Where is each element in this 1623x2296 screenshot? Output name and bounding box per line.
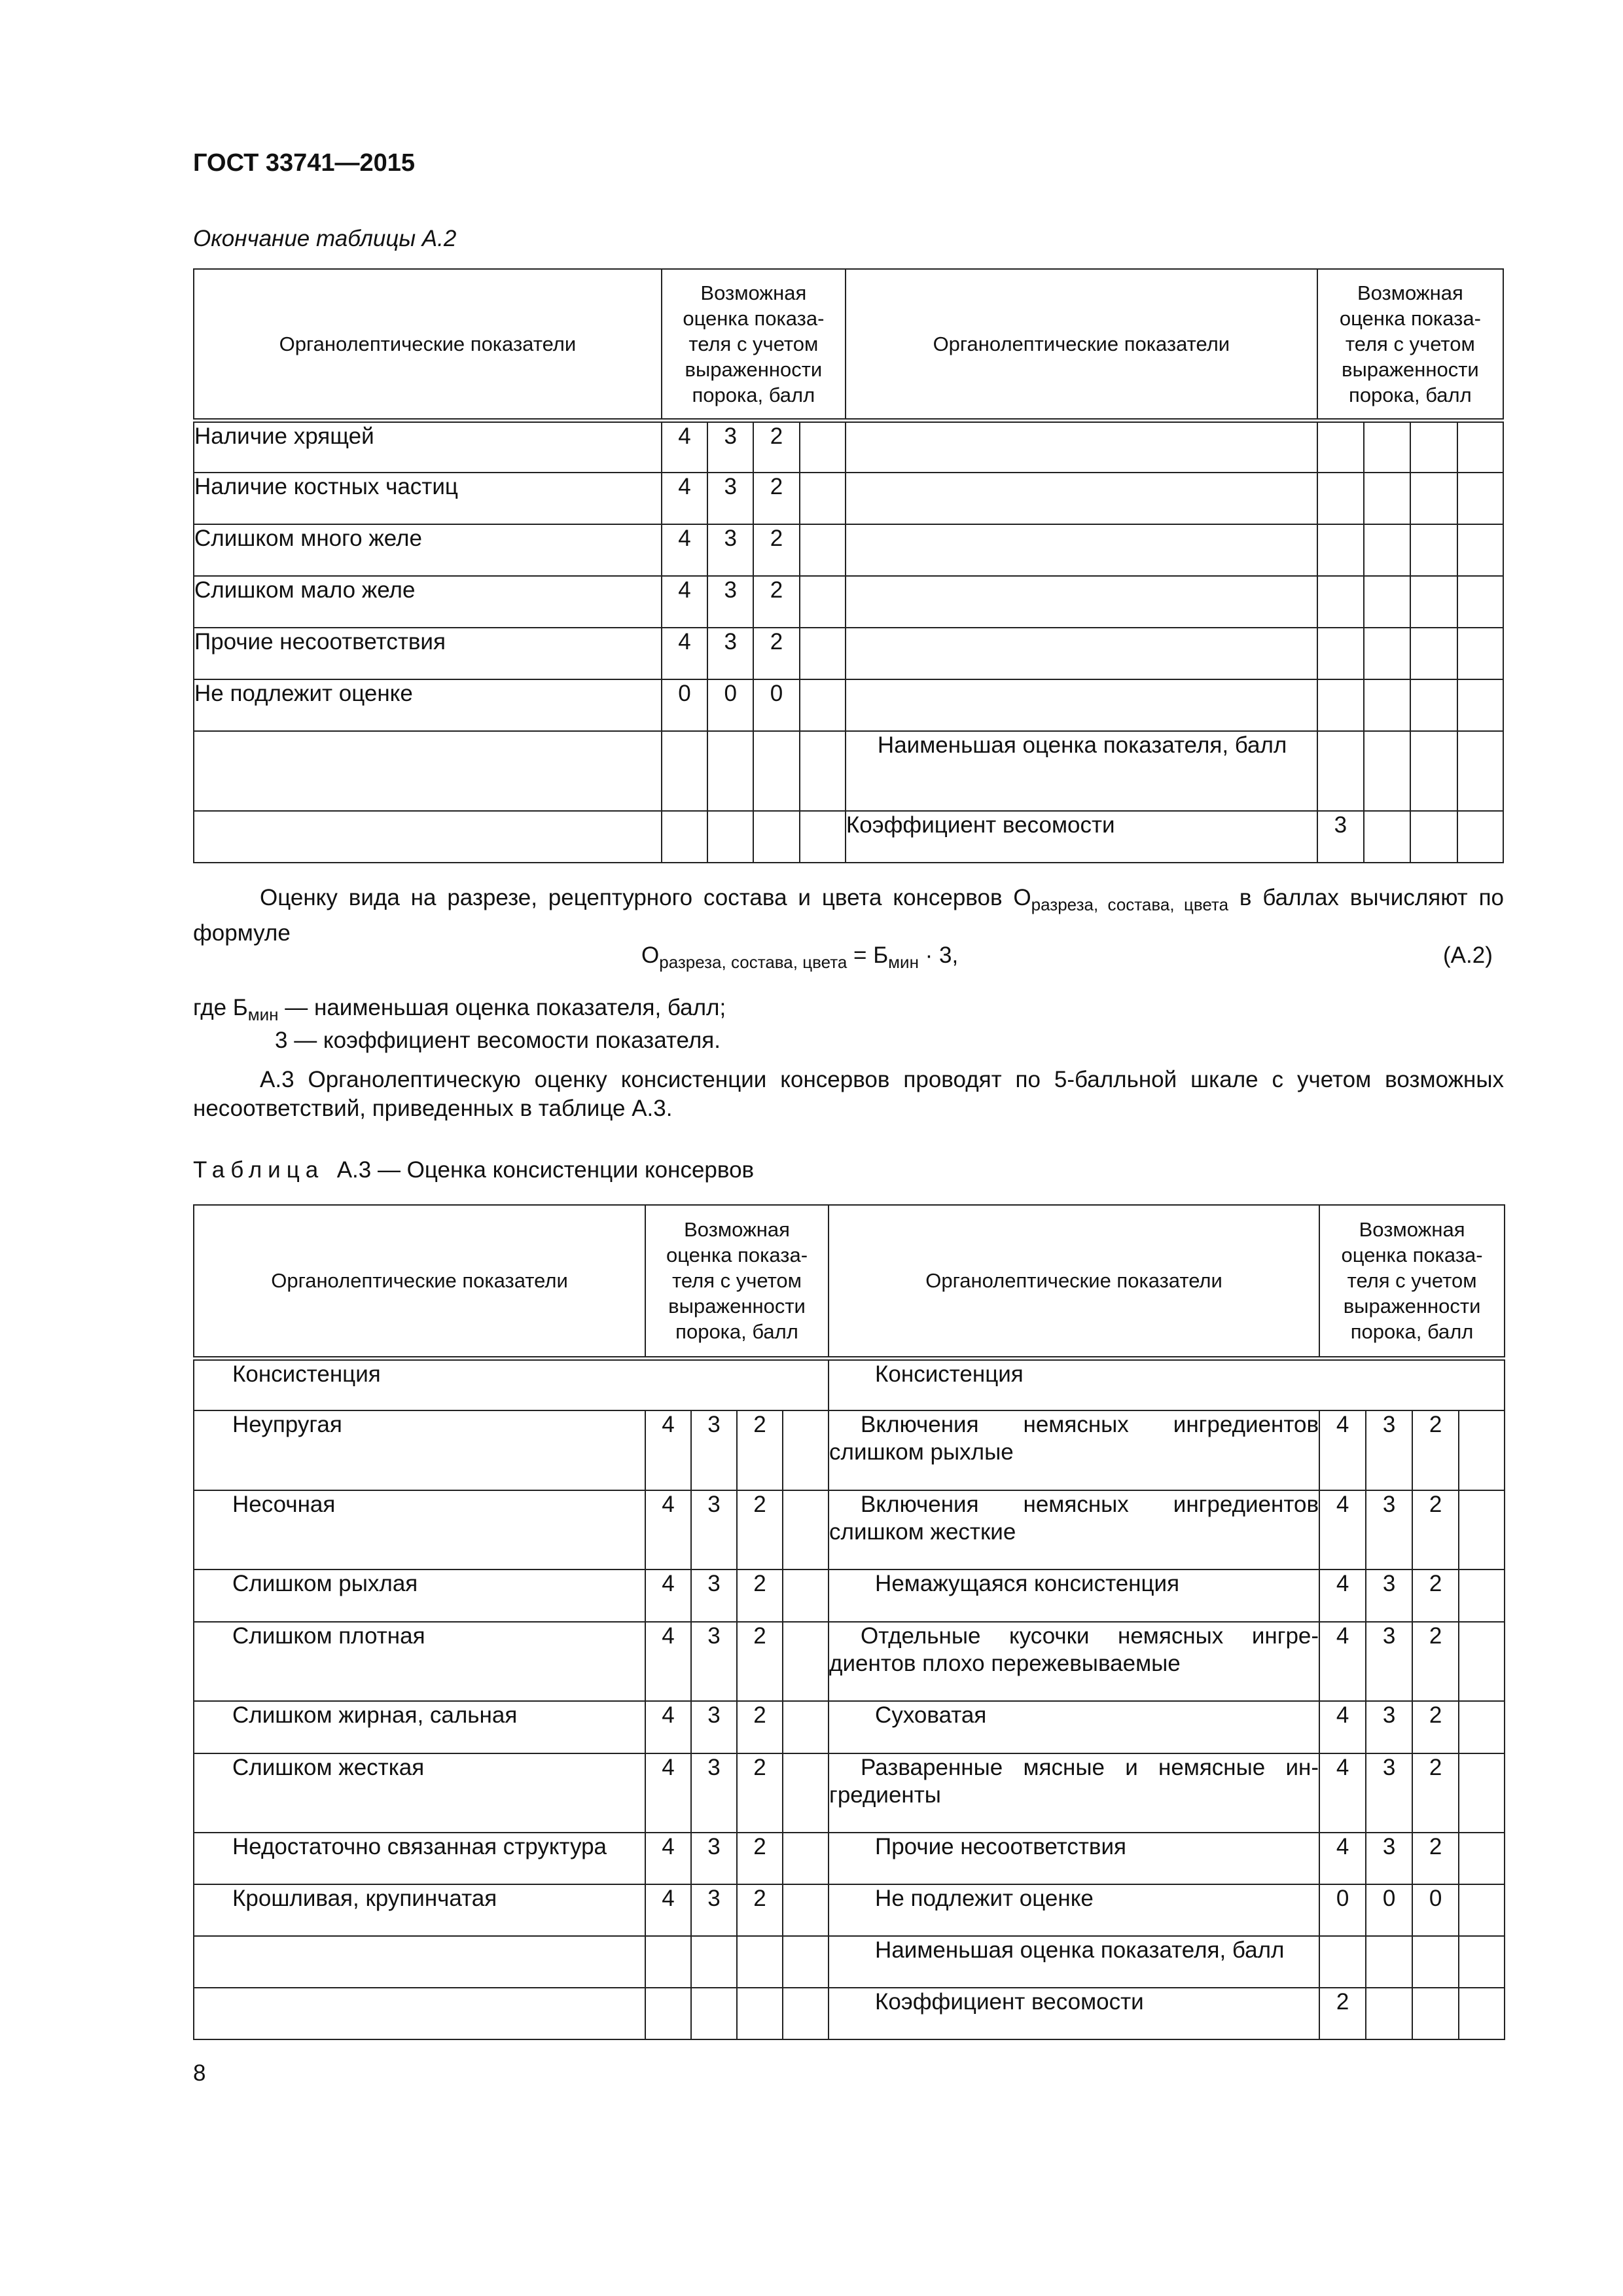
- empty-cell: [194, 1936, 645, 1988]
- score-cell: 4: [662, 524, 707, 576]
- empty-cell: [1366, 1988, 1412, 2039]
- page-number: 8: [193, 2060, 206, 2086]
- empty-cell: [846, 473, 1317, 524]
- empty-cell: [1457, 576, 1503, 628]
- score-cell: 2: [753, 628, 799, 679]
- score-cell: 4: [645, 1410, 691, 1490]
- table-row: [194, 679, 1503, 731]
- indicator-label: Включения немясных ингредиентов слишком жесткие: [829, 1490, 1319, 1570]
- score-cell: 4: [1319, 1410, 1366, 1490]
- header-score-left: Возможная оценка показа- теля с учетом выраженности порока, балл: [645, 1205, 829, 1358]
- score-cell: 4: [645, 1884, 691, 1936]
- empty-cell: [1364, 473, 1410, 524]
- empty-cell: [1410, 420, 1457, 473]
- empty-cell: [1459, 1490, 1505, 1570]
- empty-cell: [707, 731, 753, 811]
- score-cell: 4: [1319, 1570, 1366, 1622]
- score-cell: 2: [737, 1701, 783, 1753]
- empty-cell: [783, 1936, 829, 1988]
- score-cell: 3: [691, 1622, 737, 1701]
- weight-label: Коэффициент весомости: [829, 1988, 1319, 2039]
- empty-cell: [737, 1936, 783, 1988]
- score-cell: 3: [691, 1833, 737, 1884]
- empty-cell: [753, 811, 799, 863]
- score-cell: 3: [707, 524, 753, 576]
- empty-cell: [1364, 731, 1410, 811]
- table-row: [194, 1622, 1505, 1701]
- score-cell: 3: [691, 1570, 737, 1622]
- empty-cell: [194, 1988, 645, 2039]
- score-cell: 2: [1412, 1410, 1459, 1490]
- empty-cell: [1410, 731, 1457, 811]
- indicator-label: Суховатая: [829, 1701, 1319, 1753]
- empty-cell: [1364, 679, 1410, 731]
- empty-cell: [1457, 420, 1503, 473]
- empty-cell: [783, 1622, 829, 1701]
- empty-cell: [662, 811, 707, 863]
- empty-cell: [783, 1988, 829, 2039]
- header-indicator-left: Органолептические показатели: [194, 1205, 645, 1358]
- empty-cell: [1364, 628, 1410, 679]
- empty-cell: [1317, 420, 1364, 473]
- indicator-label: Не подлежит оценке: [194, 679, 662, 731]
- score-cell: 3: [1366, 1570, 1412, 1622]
- table-row: [194, 473, 1503, 524]
- document-code: ГОСТ 33741—2015: [193, 149, 416, 177]
- empty-cell: [1410, 628, 1457, 679]
- score-cell: 3: [691, 1884, 737, 1936]
- empty-cell: [1410, 679, 1457, 731]
- empty-cell: [1366, 1936, 1412, 1988]
- score-cell: 4: [662, 420, 707, 473]
- header-score-left: Возможная оценка показа- теля с учетом выраженности порока, балл: [662, 269, 846, 420]
- indicator-label: Отдельные кусочки немясных ингре-диентов плохо пережевываемые: [829, 1622, 1319, 1701]
- section-label-left: Консистенция: [194, 1358, 829, 1410]
- empty-cell: [846, 628, 1317, 679]
- indicator-label: Включения немясных ингредиентов слишком рыхлые: [829, 1410, 1319, 1490]
- table-row: [194, 1570, 1505, 1622]
- indicator-label: Недостаточно связанная структура: [194, 1833, 645, 1884]
- indicator-label: Наличие костных частиц: [194, 473, 662, 524]
- table-row: [194, 420, 1503, 473]
- header-score-right: Возможная оценка показа- теля с учетом выраженности порока, балл: [1319, 1205, 1505, 1358]
- empty-cell: [645, 1988, 691, 2039]
- score-cell: 3: [1366, 1490, 1412, 1570]
- weight-label: Коэффициент весомости: [846, 811, 1317, 863]
- score-cell: 3: [1366, 1622, 1412, 1701]
- coefficient-line: 3 — коэффициент весомости показателя.: [275, 1028, 721, 1053]
- score-cell: 0: [753, 679, 799, 731]
- score-cell: 4: [1319, 1490, 1366, 1570]
- empty-cell: [691, 1988, 737, 2039]
- empty-cell: [753, 731, 799, 811]
- table-a3-caption: Таблица А.3 — Оценка консистенции консервов: [193, 1157, 755, 1183]
- score-cell: 4: [645, 1570, 691, 1622]
- score-cell: 4: [1319, 1622, 1366, 1701]
- empty-cell: [1457, 473, 1503, 524]
- score-cell: 4: [645, 1701, 691, 1753]
- score-cell: 3: [691, 1753, 737, 1833]
- empty-cell: [1412, 1936, 1459, 1988]
- empty-cell: [846, 679, 1317, 731]
- score-cell: 4: [1319, 1753, 1366, 1833]
- empty-cell: [1457, 811, 1503, 863]
- empty-cell: [1457, 731, 1503, 811]
- empty-cell: [1364, 811, 1410, 863]
- score-cell: 4: [645, 1833, 691, 1884]
- empty-cell: [1459, 1936, 1505, 1988]
- table-row: [194, 811, 1503, 863]
- score-cell: 2: [1412, 1490, 1459, 1570]
- score-cell: 2: [1412, 1622, 1459, 1701]
- table-row: [194, 1410, 1505, 1490]
- empty-cell: [783, 1833, 829, 1884]
- indicator-label: Прочие несоответствия: [194, 628, 662, 679]
- empty-cell: [846, 524, 1317, 576]
- empty-cell: [1459, 1753, 1505, 1833]
- table-row: [194, 628, 1503, 679]
- empty-cell: [800, 679, 846, 731]
- empty-cell: [1317, 473, 1364, 524]
- score-cell: 0: [662, 679, 707, 731]
- indicator-label: Слишком жесткая: [194, 1753, 645, 1833]
- empty-cell: [846, 420, 1317, 473]
- empty-cell: [1319, 1936, 1366, 1988]
- score-cell: 2: [737, 1410, 783, 1490]
- indicator-label: Разваренные мясные и немясные ин-гредиенты: [829, 1753, 1319, 1833]
- score-cell: 3: [1366, 1753, 1412, 1833]
- indicator-label: Несочная: [194, 1490, 645, 1570]
- score-cell: 3: [707, 420, 753, 473]
- score-cell: 0: [1366, 1884, 1412, 1936]
- score-cell: 2: [753, 524, 799, 576]
- score-cell: 4: [662, 473, 707, 524]
- empty-cell: [783, 1884, 829, 1936]
- score-cell: 4: [645, 1490, 691, 1570]
- score-cell: 0: [707, 679, 753, 731]
- empty-cell: [737, 1988, 783, 2039]
- formula-number: (А.2): [1443, 942, 1493, 968]
- empty-cell: [1412, 1988, 1459, 2039]
- table-row: [194, 524, 1503, 576]
- empty-cell: [800, 576, 846, 628]
- empty-cell: [783, 1410, 829, 1490]
- indicator-label: Наличие хрящей: [194, 420, 662, 473]
- empty-cell: [707, 811, 753, 863]
- header-score-right: Возможная оценка показа- теля с учетом выраженности порока, балл: [1317, 269, 1503, 420]
- score-cell: 4: [1319, 1701, 1366, 1753]
- empty-cell: [1459, 1833, 1505, 1884]
- empty-cell: [1457, 628, 1503, 679]
- table-row: [194, 1988, 1505, 2039]
- empty-cell: [800, 811, 846, 863]
- empty-cell: [1364, 420, 1410, 473]
- score-cell: 4: [645, 1753, 691, 1833]
- score-cell: 4: [1319, 1833, 1366, 1884]
- empty-cell: [1317, 628, 1364, 679]
- formula: $О_{разреза, состава, цвета} = Б_{мин} \cdot 3$,: [641, 942, 959, 972]
- indicator-label: Не подлежит оценке: [829, 1884, 1319, 1936]
- section-label-right: Консистенция: [829, 1358, 1505, 1410]
- score-cell: 3: [1366, 1701, 1412, 1753]
- score-cell: 2: [737, 1884, 783, 1936]
- score-cell: 4: [662, 628, 707, 679]
- empty-cell: [1364, 524, 1410, 576]
- empty-cell: [194, 811, 662, 863]
- weight-value: 2: [1319, 1988, 1366, 2039]
- empty-cell: [783, 1570, 829, 1622]
- table-row: [194, 731, 1503, 811]
- empty-cell: [800, 420, 846, 473]
- score-cell: 2: [737, 1570, 783, 1622]
- empty-cell: [1410, 576, 1457, 628]
- table-a3: [193, 1204, 1505, 2040]
- indicator-label: Неупругая: [194, 1410, 645, 1490]
- empty-cell: [800, 524, 846, 576]
- score-cell: 2: [753, 420, 799, 473]
- score-cell: 2: [737, 1490, 783, 1570]
- empty-cell: [194, 731, 662, 811]
- indicator-label: Слишком много желе: [194, 524, 662, 576]
- indicator-label: Прочие несоответствия: [829, 1833, 1319, 1884]
- empty-cell: [1459, 1570, 1505, 1622]
- empty-cell: [783, 1753, 829, 1833]
- where-line: где $Б_{мин}$ — наименьшая оценка показателя, балл;: [193, 995, 726, 1024]
- indicator-label: Слишком рыхлая: [194, 1570, 645, 1622]
- weight-value: 3: [1317, 811, 1364, 863]
- empty-cell: [662, 731, 707, 811]
- section-a3-text: А.3 Органолептическую оценку консистенции консервов проводят по 5-балльной шкале с учетом возможных несоответствий, приведенных в таблице А.3.: [193, 1067, 1504, 1121]
- empty-cell: [691, 1936, 737, 1988]
- indicator-label: Крошливая, крупинчатая: [194, 1884, 645, 1936]
- table-row: [194, 576, 1503, 628]
- header-indicator-right: Органолептические показатели: [829, 1205, 1319, 1358]
- score-cell: 3: [691, 1410, 737, 1490]
- empty-cell: [1410, 524, 1457, 576]
- indicator-label: Немажущаяся консистенция: [829, 1570, 1319, 1622]
- empty-cell: [1459, 1701, 1505, 1753]
- empty-cell: [1459, 1622, 1505, 1701]
- header-indicator-left: Органолептические показатели: [194, 269, 662, 420]
- indicator-label: Слишком мало желе: [194, 576, 662, 628]
- min-score-label: Наименьшая оценка показателя, балл: [829, 1936, 1319, 1988]
- score-cell: 2: [1412, 1753, 1459, 1833]
- score-cell: 0: [1412, 1884, 1459, 1936]
- score-cell: 0: [1319, 1884, 1366, 1936]
- score-cell: 3: [707, 473, 753, 524]
- table-row: [194, 1884, 1505, 1936]
- empty-cell: [1410, 473, 1457, 524]
- score-cell: 2: [737, 1753, 783, 1833]
- formula-intro: Оценку вида на разрезе, рецептурного состава и цвета консервов $О_{разреза, состава, цвета}$ в баллах вычисляют по формуле: [193, 885, 1504, 946]
- score-cell: 3: [707, 576, 753, 628]
- score-cell: 3: [707, 628, 753, 679]
- score-cell: 4: [645, 1622, 691, 1701]
- empty-cell: [1364, 576, 1410, 628]
- indicator-label: Слишком жирная, сальная: [194, 1701, 645, 1753]
- empty-cell: [1317, 679, 1364, 731]
- empty-cell: [800, 731, 846, 811]
- empty-cell: [1459, 1884, 1505, 1936]
- table-row: [194, 1753, 1505, 1833]
- empty-cell: [1410, 811, 1457, 863]
- empty-cell: [1457, 524, 1503, 576]
- table-a2-caption: Окончание таблицы А.2: [193, 226, 457, 251]
- empty-cell: [1317, 524, 1364, 576]
- score-cell: 3: [1366, 1410, 1412, 1490]
- empty-cell: [800, 473, 846, 524]
- score-cell: 4: [662, 576, 707, 628]
- section-row: [194, 1358, 1505, 1410]
- empty-cell: [783, 1701, 829, 1753]
- empty-cell: [1317, 731, 1364, 811]
- score-cell: 2: [1412, 1701, 1459, 1753]
- score-cell: 2: [753, 473, 799, 524]
- table-row: [194, 1701, 1505, 1753]
- score-cell: 2: [1412, 1833, 1459, 1884]
- empty-cell: [1457, 679, 1503, 731]
- header-indicator-right: Органолептические показатели: [846, 269, 1317, 420]
- score-cell: 2: [1412, 1570, 1459, 1622]
- score-cell: 2: [737, 1622, 783, 1701]
- score-cell: 3: [691, 1490, 737, 1570]
- indicator-label: Слишком плотная: [194, 1622, 645, 1701]
- score-cell: 2: [753, 576, 799, 628]
- table-row: [194, 1833, 1505, 1884]
- empty-cell: [783, 1490, 829, 1570]
- empty-cell: [800, 628, 846, 679]
- table-row: [194, 1490, 1505, 1570]
- empty-cell: [1459, 1988, 1505, 2039]
- table-a2: [193, 268, 1504, 863]
- score-cell: 2: [737, 1833, 783, 1884]
- score-cell: 3: [691, 1701, 737, 1753]
- min-score-label: Наименьшая оценка показателя, балл: [846, 731, 1317, 811]
- empty-cell: [846, 576, 1317, 628]
- empty-cell: [645, 1936, 691, 1988]
- score-cell: 3: [1366, 1833, 1412, 1884]
- empty-cell: [1459, 1410, 1505, 1490]
- empty-cell: [1317, 576, 1364, 628]
- table-row: [194, 1936, 1505, 1988]
